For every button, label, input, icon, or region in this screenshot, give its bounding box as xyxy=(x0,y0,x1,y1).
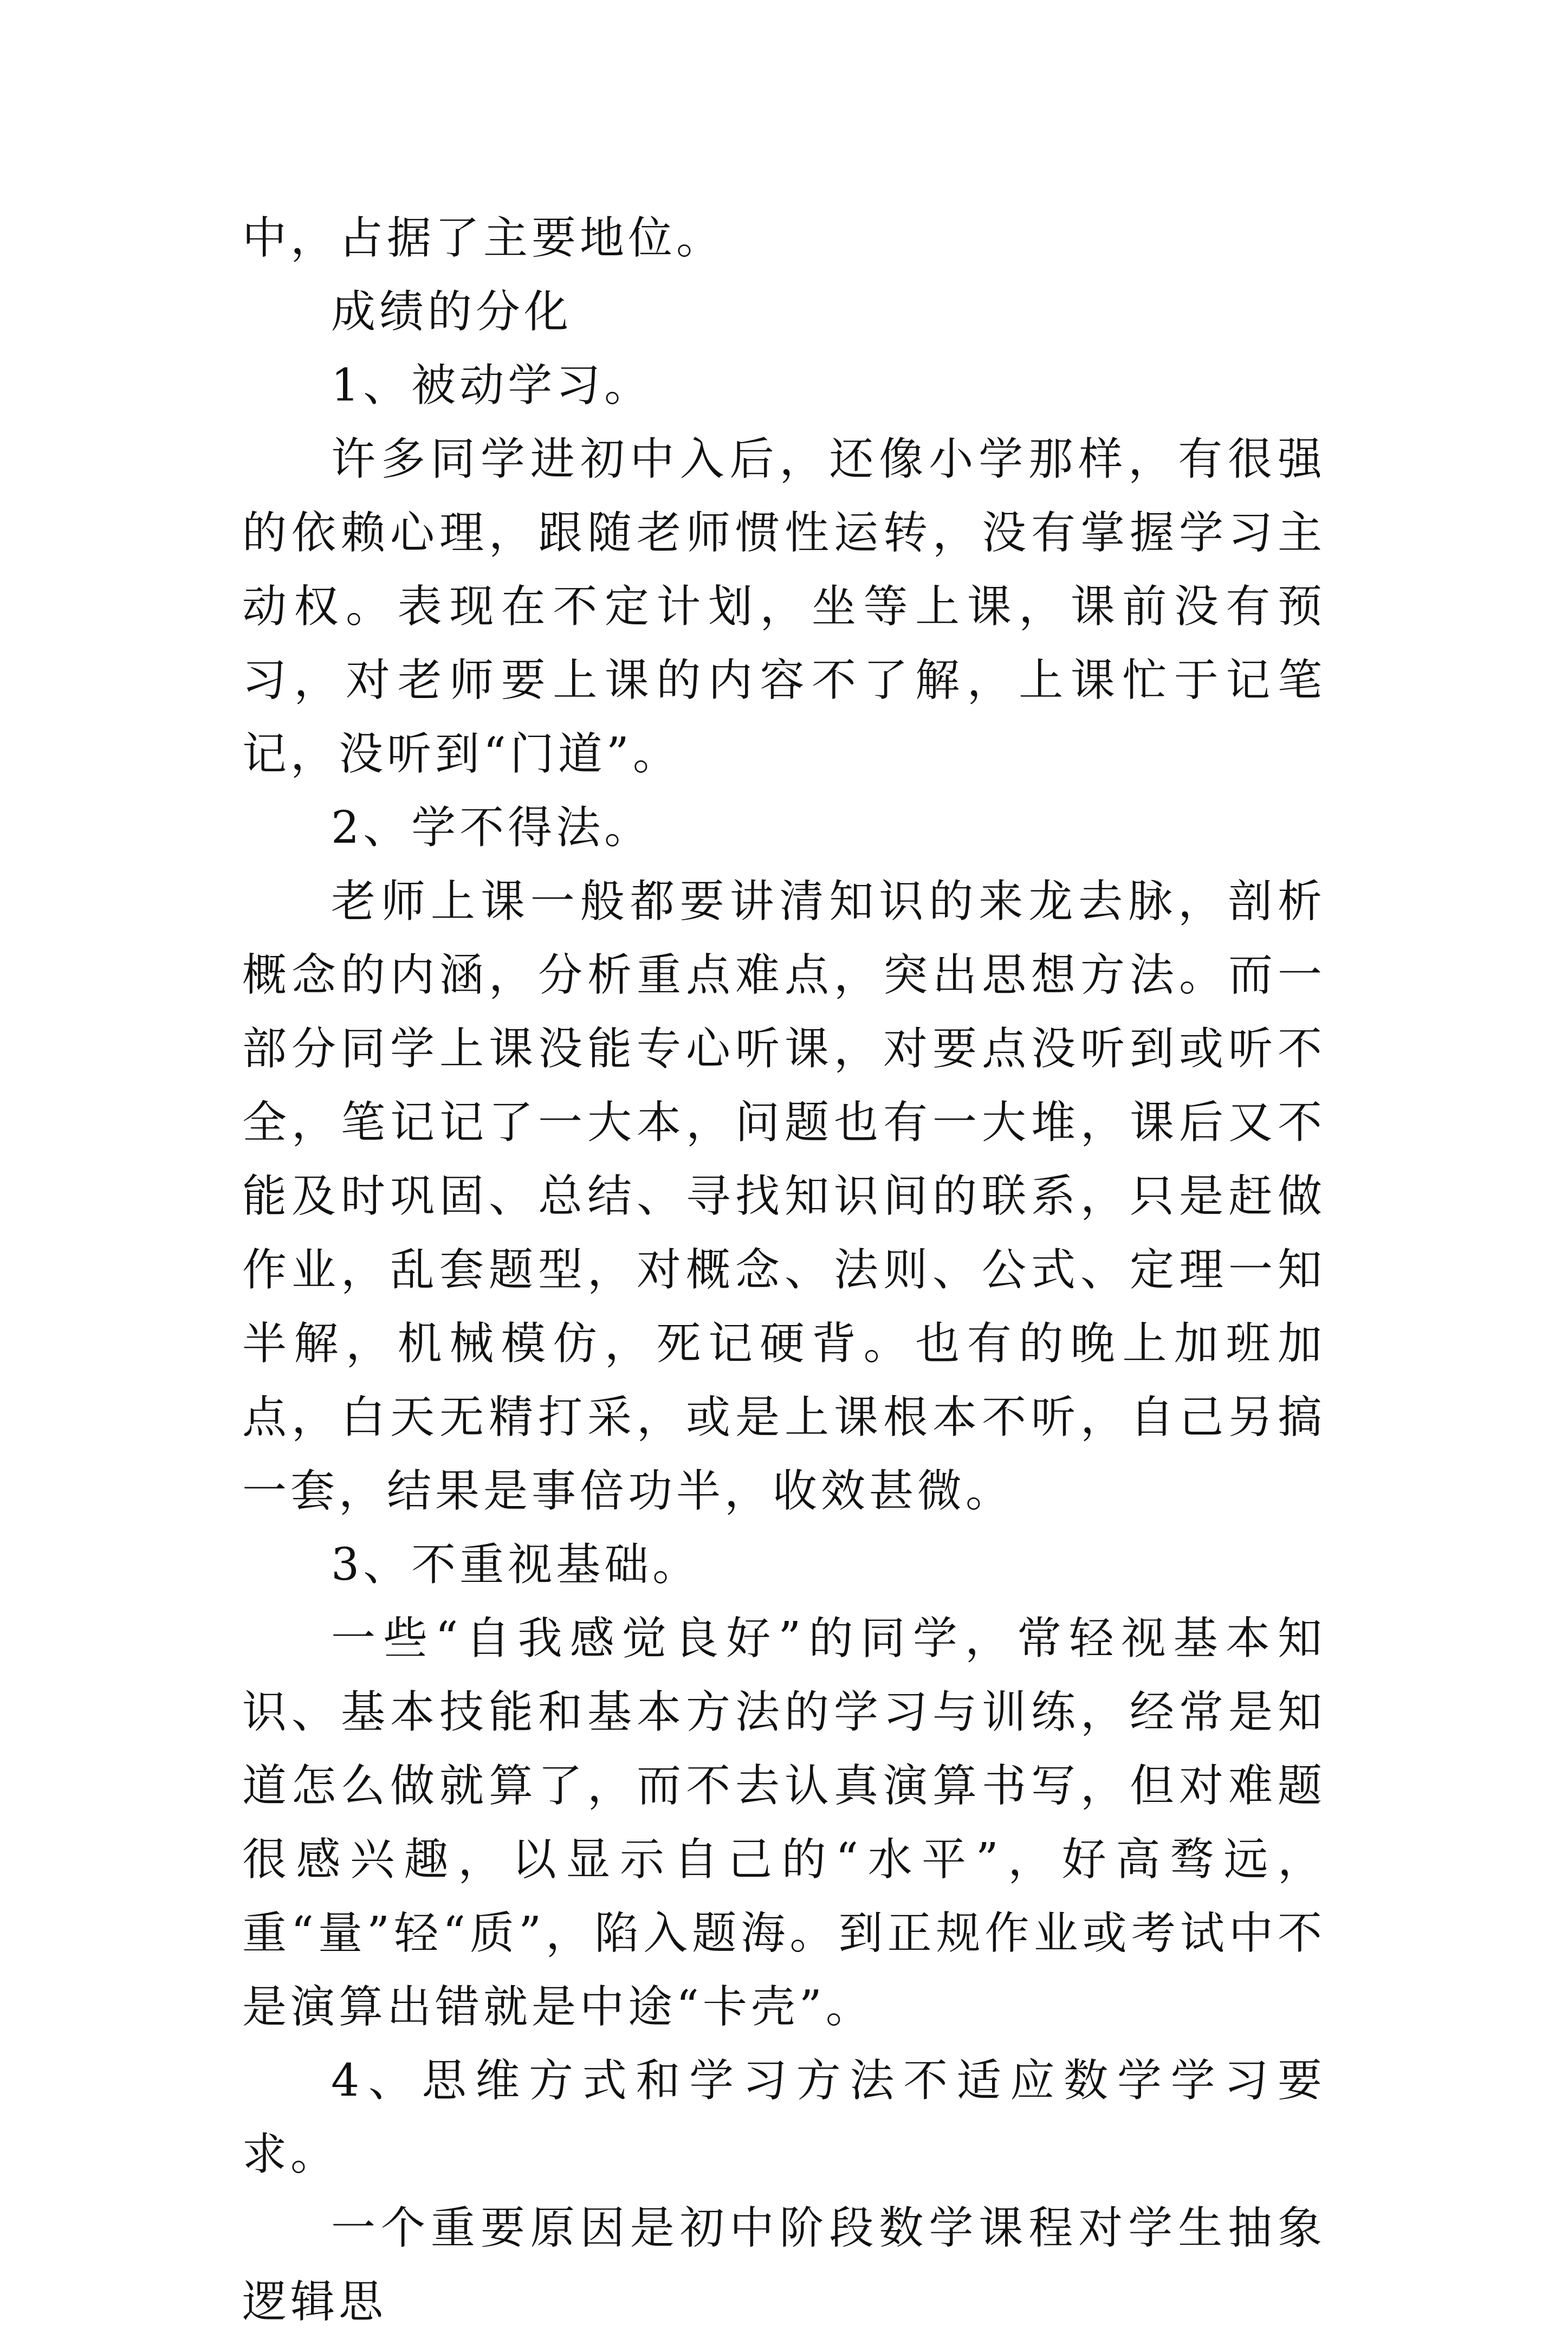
section-heading: 成绩的分化 xyxy=(331,286,573,338)
paragraph-continuation: 中，占据了主要地位。 xyxy=(242,212,725,264)
paragraph-2: 老师上课一般都要讲清知识的来龙去脉，剖析概念的内涵，分析重点难点，突出思想方法。而一部分同学上课没能专心听课，对要点没听到或听不全，笔记记了一大本，问题也有一大堆，课后又不能及时巩固、总结、寻找知识间的联系，只是赶做作业，乱套题型，对概念、法则、公式、定理一知半解，机械模仿，死记硬背。也有的晚上加班加点，白天无精打采，或是上课根本不听，自己另搞一套，结果是事倍功半，收效甚微。 xyxy=(242,876,1326,1517)
paragraph-1: 许多同学进初中入后，还像小学那样，有很强的依赖心理，跟随老师惯性运转，没有掌握学习主动权。表现在不定计划，坐等上课，课前没有预习，对老师要上课的内容不了解，上课忙于记笔记，没听到“门道”。 xyxy=(242,434,1326,780)
document-body xyxy=(242,202,1326,2339)
point-heading-4: 4、思维方式和学习方法不适应数学学习要求。 xyxy=(242,2055,1326,2180)
point-heading-2: 2、学不得法。 xyxy=(331,802,653,854)
paragraph-4-partial: 一个重要原因是初中阶段数学课程对学生抽象逻辑思 xyxy=(242,2202,1326,2328)
paragraph-3: 一些“自我感觉良好”的同学，常轻视基本知识、基本技能和基本方法的学习与训练，经常是知道怎么做就算了，而不去认真演算书写，但对难题很感兴趣，以显示自己的“水平”，好高骛远，重“量”轻“质”，陷入题海。到正规作业或考试中不是演算出错就是中途“卡壳”。 xyxy=(242,1613,1326,2033)
point-heading-3: 3、不重视基础。 xyxy=(331,1539,701,1591)
point-heading-1: 1、被动学习。 xyxy=(331,360,653,411)
